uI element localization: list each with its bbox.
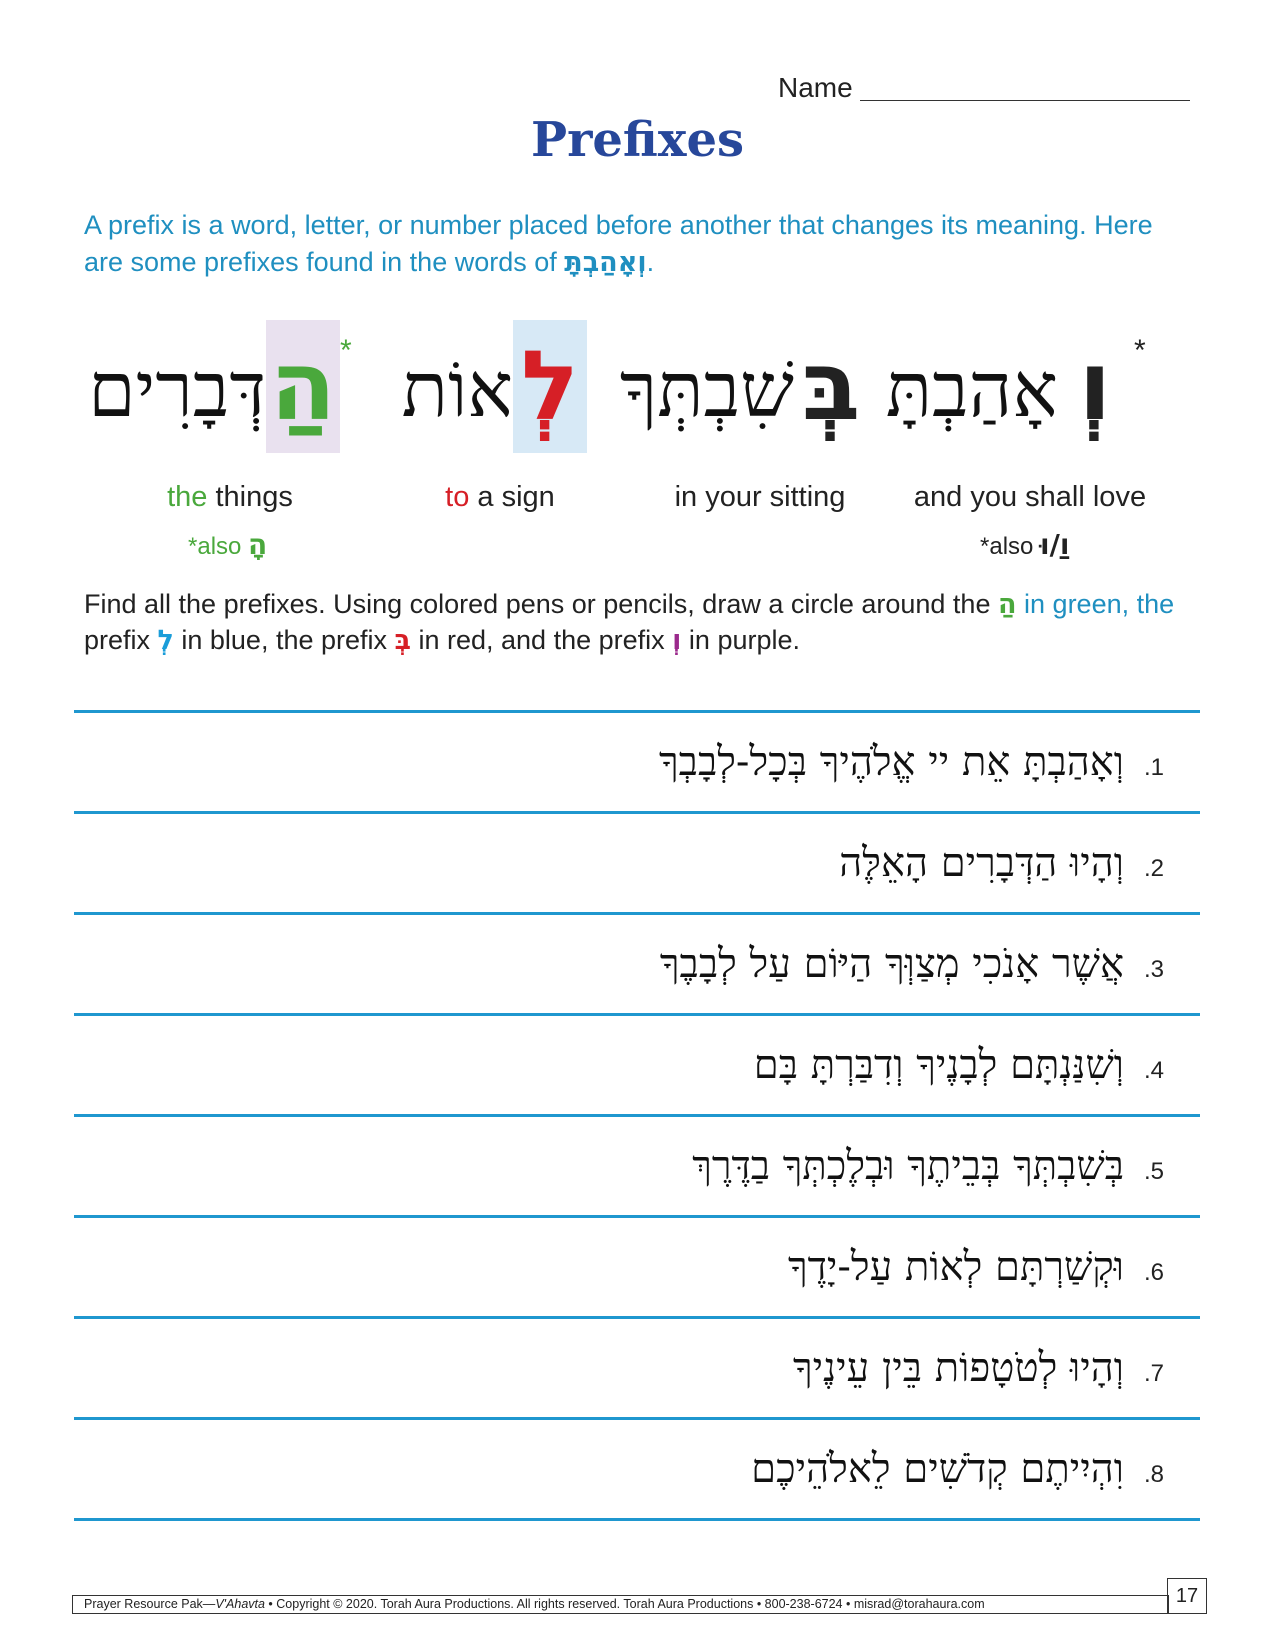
verse-number: .6 <box>1143 1259 1164 1286</box>
footer-text <box>84 1597 985 1611</box>
verse-number: .3 <box>1143 956 1164 983</box>
instr-text: in purple. <box>681 625 800 655</box>
verse-text: וְאָהַבְתָּ אֵת יי אֱלֹהֶיךָ בְּכָל-לְבָבְךָ <box>659 739 1124 785</box>
gloss-the-things <box>140 481 320 514</box>
also-label: also <box>197 533 242 560</box>
prefix-box-lamed <box>513 320 587 453</box>
verse-line-3 <box>74 914 1164 1014</box>
gloss-rest: a sign <box>469 481 555 513</box>
verse-number: .2 <box>1143 855 1164 882</box>
instr-lamed: לְ <box>157 625 174 656</box>
also-note-hey: *also הָ <box>188 528 268 561</box>
instr-bet: בְּ <box>394 625 411 656</box>
footer-text-1: Prayer Resource Pak— <box>84 1597 216 1611</box>
gloss-colored: and <box>913 481 963 513</box>
also-label: also <box>989 533 1034 560</box>
instr-text: prefix <box>84 625 158 655</box>
verse-text: בְּשִׁבְתְּךָ בְּבֵיתֶךָ וּבְלֶכְתְּךָ בַדֶּרֶךְ <box>692 1143 1124 1189</box>
verse-number: .4 <box>1143 1057 1164 1084</box>
also-note-vav: *also וַ/וּ <box>980 528 1070 561</box>
prefix-letter-lamed: לְ <box>520 330 580 442</box>
verse-text: וִהְיִיתֶם קְדֹשִׁים לֵאלֹהֵיכֶם <box>751 1446 1124 1492</box>
verse-text: אֲשֶׁר אָנֹכִי מְצַוְּךָ הַיּוֹם עַל לְבָבֶךָ <box>659 941 1124 987</box>
verse-line-7 <box>74 1318 1164 1418</box>
intro-hebrew-word: וְאָהַבְתָּ <box>564 247 647 278</box>
intro-paragraph <box>84 207 1194 281</box>
instr-hey: הַ <box>997 589 1017 620</box>
asterisk-icon: * <box>340 334 352 367</box>
prefix-box-bet <box>794 320 868 453</box>
verse-line-2 <box>74 813 1164 913</box>
instructions-line-2 <box>84 621 1194 660</box>
gloss-to-a-sign <box>420 481 580 514</box>
intro-period: . <box>646 247 655 277</box>
prefix-box-hey <box>266 320 340 453</box>
prefix-letter-bet: בְּ <box>801 330 861 442</box>
instructions-line-1 <box>84 585 1194 624</box>
verse-line-5 <box>74 1116 1164 1216</box>
verse-line-1 <box>74 712 1164 812</box>
verse-number: .7 <box>1143 1360 1164 1387</box>
footer-text-italic: V'Ahavta <box>215 1597 265 1611</box>
name-blank-line[interactable] <box>860 100 1190 101</box>
gloss-colored: the <box>167 481 208 513</box>
footer-text-2: • Copyright © 2020. Torah Aura Productions. All rights reserved. Torah Aura Productions • 800-238-6724 • misrad@torahaura.com <box>264 1597 985 1611</box>
verse-number: .5 <box>1143 1158 1164 1185</box>
page-number: 17 <box>1167 1578 1207 1614</box>
gloss-in-your-sitting <box>660 481 860 514</box>
example-word-rest: שִׁבְתְּךָ <box>619 345 794 434</box>
verse-text: וּקְשַׁרְתָּם לְאוֹת עַל-יָדֶךָ <box>788 1244 1124 1290</box>
gloss-colored: to <box>445 481 470 513</box>
gloss-rest: your sitting <box>697 481 846 513</box>
example-word-rest: אָהַבְתָּ <box>885 345 1058 434</box>
gloss-rest: you shall love <box>962 481 1147 513</box>
instr-text: in green, the <box>1016 589 1175 619</box>
gloss-and-you-shall-love <box>910 481 1150 514</box>
verse-line-8 <box>74 1419 1164 1519</box>
instr-text: in red, and the prefix <box>410 625 673 655</box>
example-word-rest: אוֹת <box>401 345 513 434</box>
verse-text: וְהָיוּ הַדְּבָרִים הָאֵלֶּה <box>839 840 1124 886</box>
page-title: Prefixes <box>531 112 744 168</box>
instr-text: in blue, the prefix <box>173 625 395 655</box>
asterisk-icon: * <box>1134 334 1146 367</box>
gloss-colored: in <box>674 481 698 513</box>
prefix-letter-vav: וְ <box>1078 330 1112 442</box>
prefix-box-vav <box>1058 320 1132 453</box>
verse-line-4 <box>74 1015 1164 1115</box>
verse-line-6 <box>74 1217 1164 1317</box>
verse-text: וְהָיוּ לְטֹטָפוֹת בֵּין עֵינֶיךָ <box>793 1345 1124 1391</box>
also-hebrew: וַ/וּ <box>1040 528 1070 561</box>
intro-text: A prefix is a word, letter, or number placed before another that changes its meaning. Here are some prefixes found in the words of <box>84 210 1153 277</box>
verse-text: וְשִׁנַּנְתָּם לְבָנֶיךָ וְדִבַּרְתָּ בָּם <box>753 1042 1124 1088</box>
instr-vav: וְ <box>672 625 682 656</box>
instr-text: Find all the prefixes. Using colored pens or pencils, draw a circle around the <box>84 589 998 619</box>
prefix-letter-hey: הַ <box>270 330 336 442</box>
verse-number: .8 <box>1143 1461 1164 1488</box>
verse-number: .1 <box>1143 754 1164 781</box>
also-hebrew: הָ <box>248 528 268 561</box>
gloss-rest: things <box>207 481 293 513</box>
name-label: Name <box>778 72 853 103</box>
example-word-rest: דְּבָרִים <box>88 345 266 434</box>
